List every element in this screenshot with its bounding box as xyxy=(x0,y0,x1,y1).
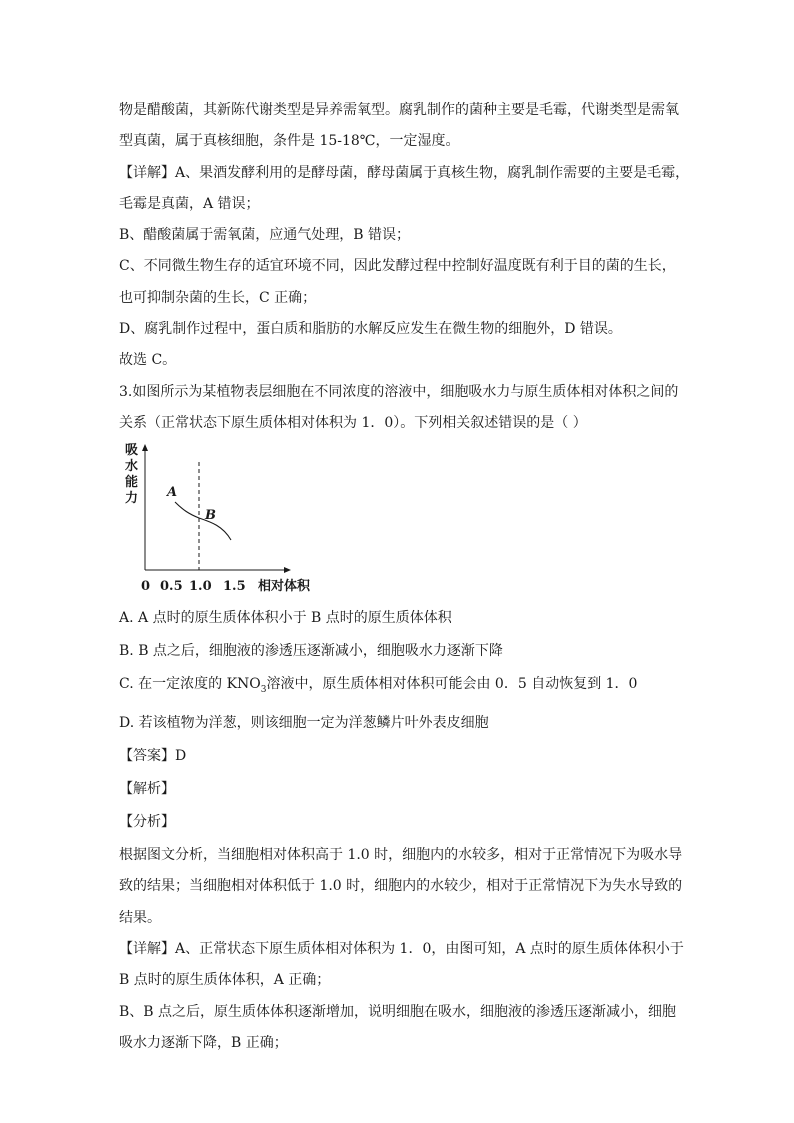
absorption-curve xyxy=(175,502,231,540)
y-axis-label-char: 能 xyxy=(125,475,139,491)
question-3-stem: 关系（正常状态下原生质体相对体积为 1．0）。下列相关叙述错误的是（ ） xyxy=(119,414,587,431)
analysis-heading: 【解析】 xyxy=(119,781,175,798)
detail-line: 吸水力逐渐下降，B 正确； xyxy=(119,1034,288,1051)
fenxi-line: 致的结果；当细胞相对体积低于 1.0 时，细胞内的水较少，相对于正常情况下为失水导致的 xyxy=(119,878,683,895)
text-line: C、不同微生物生存的适宜环境不同，因此发酵过程中控制好温度既有利于目的菌的生长， xyxy=(119,258,676,275)
option-c xyxy=(119,674,679,700)
text-line: 也可抑制杂菌的生长，C 正确； xyxy=(119,289,317,306)
text-line: 【详解】A、果酒发酵利用的是酵母菌，酵母菌属于真核生物，腐乳制作需要的主要是毛霉， xyxy=(119,164,690,181)
question-3-stem: 3.如图所示为某植物表层细胞在不同浓度的溶液中，细胞吸水力与原生质体相对体积之间的 xyxy=(119,383,679,400)
point-b-label: B xyxy=(205,508,216,524)
answer: 【答案】D xyxy=(119,748,187,765)
fenxi-line: 根据图文分析，当细胞相对体积高于 1.0 时，细胞内的水较多，相对于正常情况下为吸水导 xyxy=(119,847,683,864)
document-page xyxy=(119,100,690,1064)
x-axis-arrow-icon xyxy=(284,567,291,573)
y-axis-label-char: 吸 xyxy=(125,443,139,459)
text-line: 物是醋酸菌，其新陈代谢类型是异养需氧型。腐乳制作的菌种主要是毛霉，代谢类型是需氧 xyxy=(119,102,679,118)
y-axis-arrow-icon xyxy=(142,444,148,451)
option-c-text: 溶液中，原生质体相对体积可能会由 0．5 自动恢复到 1．0 xyxy=(266,676,638,693)
option-a: A. A 点时的原生质体体积小于 B 点时的原生质体体积 xyxy=(119,610,452,627)
detail-line: 【详解】A、正常状态下原生质体相对体积为 1．0，由图可知，A 点时的原生质体体积小于 xyxy=(119,940,684,957)
x-tick-label: 1.0 xyxy=(189,579,212,595)
text-line: B、醋酸菌属于需氧菌，应通气处理，B 错误； xyxy=(119,227,411,244)
fenxi-heading: 【分析】 xyxy=(119,814,175,831)
x-tick-label: 0.5 xyxy=(160,579,183,595)
x-tick-label: 1.5 xyxy=(223,579,246,595)
x-origin-label: 0 xyxy=(141,579,151,595)
detail-line: B、B 点之后，原生质体体积逐渐增加，说明细胞在吸水，细胞液的渗透压逐渐减小，细胞 xyxy=(119,1003,677,1020)
option-c-subscript: 3 xyxy=(260,685,267,696)
point-a-label: A xyxy=(167,485,178,501)
fenxi-line: 结果。 xyxy=(119,909,161,926)
option-c-text: C. 在一定浓度的 KNO xyxy=(119,676,261,693)
y-axis-label-char: 水 xyxy=(125,459,139,475)
water-absorption-graph xyxy=(119,438,679,598)
y-axis-label-char: 力 xyxy=(125,491,139,507)
text-line: 型真菌，属于真核细胞，条件是 15-18℃，一定湿度。 xyxy=(119,133,460,150)
detail-line: B 点时的原生质体体积，A 正确； xyxy=(119,972,331,989)
text-line: D、腐乳制作过程中，蛋白质和脂肪的水解反应发生在微生物的细胞外，D 错误。 xyxy=(119,321,622,338)
text-line: 毛霉是真菌，A 错误； xyxy=(119,195,260,212)
option-b: B. B 点之后，细胞液的渗透压逐渐减小，细胞吸水力逐渐下降 xyxy=(119,643,503,660)
text-line: 故选 C。 xyxy=(119,352,177,369)
option-d: D. 若该植物为洋葱，则该细胞一定为洋葱鳞片叶外表皮细胞 xyxy=(119,715,489,732)
x-axis-label: 相对体积 xyxy=(258,579,311,595)
